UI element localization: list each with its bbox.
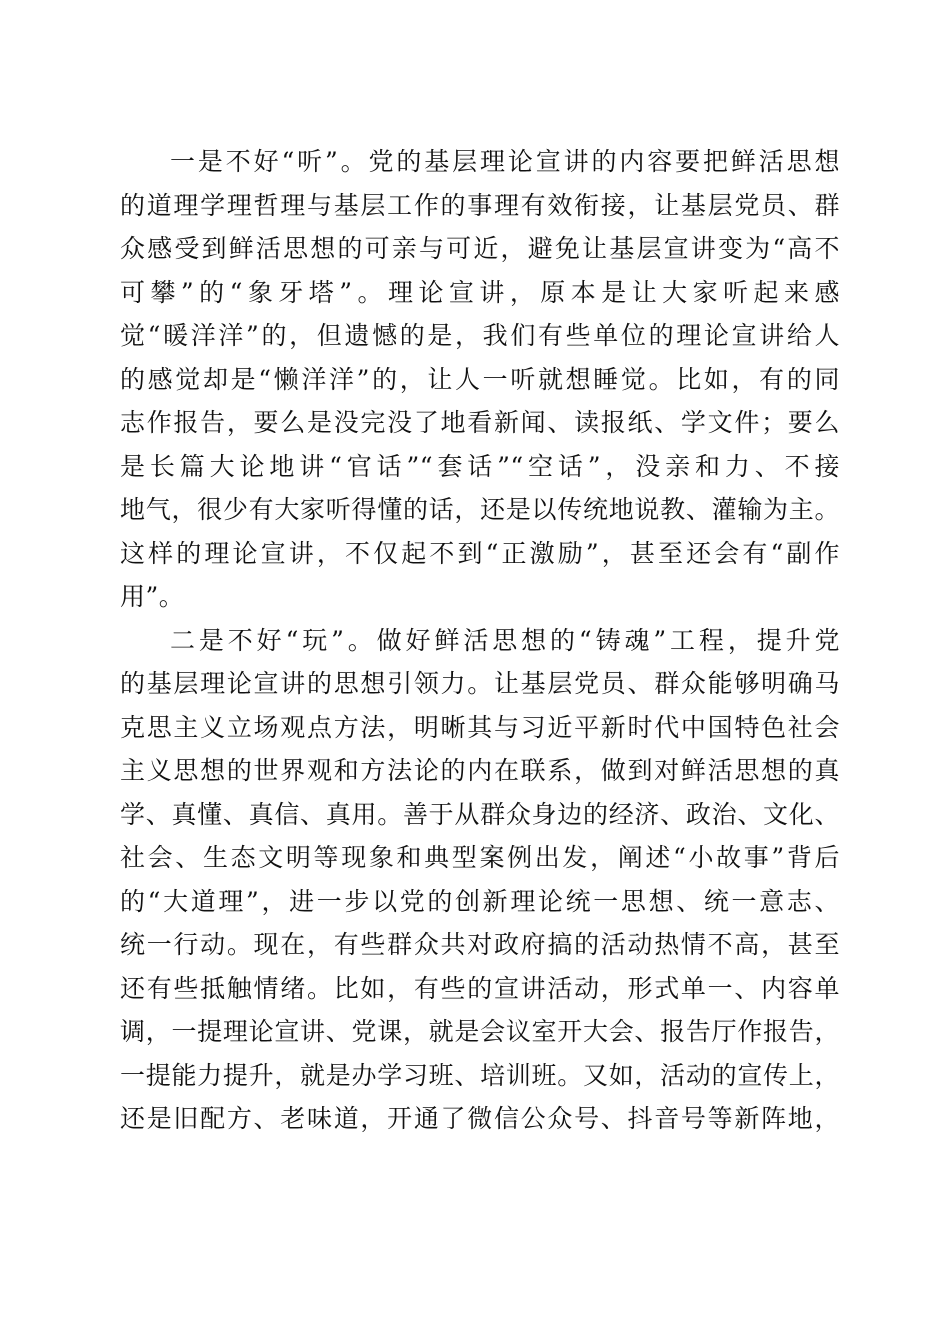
paragraph-1-line-9: 地气，很少有大家听得懂的话，还是以传统地说教、灌输为主。 (120, 495, 840, 524)
paragraph-2-line-11: 一提能力提升，就是办学习班、培训班。又如，活动的宣传上， (120, 1060, 840, 1090)
paragraph-2-line-5: 学、真懂、真信、真用。善于从群众身边的经济、政治、文化、 (120, 799, 840, 829)
paragraph-2-line-8: 统一行动。现在，有些群众共对政府搞的活动热情不高，甚至 (120, 930, 840, 959)
paragraph-2-line-7: 的“大道理”，进一步以党的创新理论统一思想、统一意志、 (120, 886, 840, 916)
paragraph-1-line-6: 的感觉却是“懒洋洋”的，让人一听就想睡觉。比如，有的同 (120, 364, 840, 394)
paragraph-1-line-10: 这样的理论宣讲，不仅起不到“正激励”，甚至还会有“副作 (120, 538, 840, 568)
paragraph-2-line-2: 的基层理论宣讲的思想引领力。让基层党员、群众能够明确马 (120, 669, 840, 698)
paragraph-2-line-10: 调，一提理论宣讲、党课，就是会议室开大会、报告厅作报告， (120, 1017, 840, 1046)
paragraph-2-line-6: 社会、生态文明等现象和典型案例出发，阐述“小故事”背后 (120, 843, 840, 872)
paragraph-1-line-8: 是长篇大论地讲“官话”“套话”“空话”，没亲和力、不接 (120, 451, 840, 481)
paragraph-2-line-9: 还有些抵触情绪。比如，有些的宣讲活动，形式单一、内容单 (120, 973, 840, 1003)
paragraph-2-line-12: 还是旧配方、老味道，开通了微信公众号、抖音号等新阵地， (120, 1104, 840, 1133)
paragraph-1-line-3: 众感受到鲜活思想的可亲与可近，避免让基层宣讲变为“高不 (120, 234, 840, 263)
paragraph-1-line-2: 的道理学理哲理与基层工作的事理有效衔接，让基层党员、群 (120, 190, 840, 220)
paragraph-1-line-7: 志作报告，要么是没完没了地看新闻、读报纸、学文件；要么 (120, 408, 840, 437)
paragraph-2-line-1: 二是不好“玩”。做好鲜活思想的“铸魂”工程，提升党 (170, 625, 840, 655)
paragraph-1-line-5: 觉“暖洋洋”的，但遗憾的是，我们有些单位的理论宣讲给人 (120, 321, 840, 350)
paragraph-2-line-3: 克思主义立场观点方法，明晰其与习近平新时代中国特色社会 (120, 712, 840, 742)
body-text (120, 140, 840, 1141)
paragraph-1-line-1: 一是不好“听”。党的基层理论宣讲的内容要把鲜活思想 (170, 147, 840, 176)
paragraph-2-line-4: 主义思想的世界观和方法论的内在联系，做到对鲜活思想的真 (120, 756, 840, 785)
paragraph-1-line-4: 可攀”的“象牙塔”。理论宣讲，原本是让大家听起来感 (120, 277, 840, 307)
paragraph-1-line-11: 用”。 (120, 582, 185, 611)
